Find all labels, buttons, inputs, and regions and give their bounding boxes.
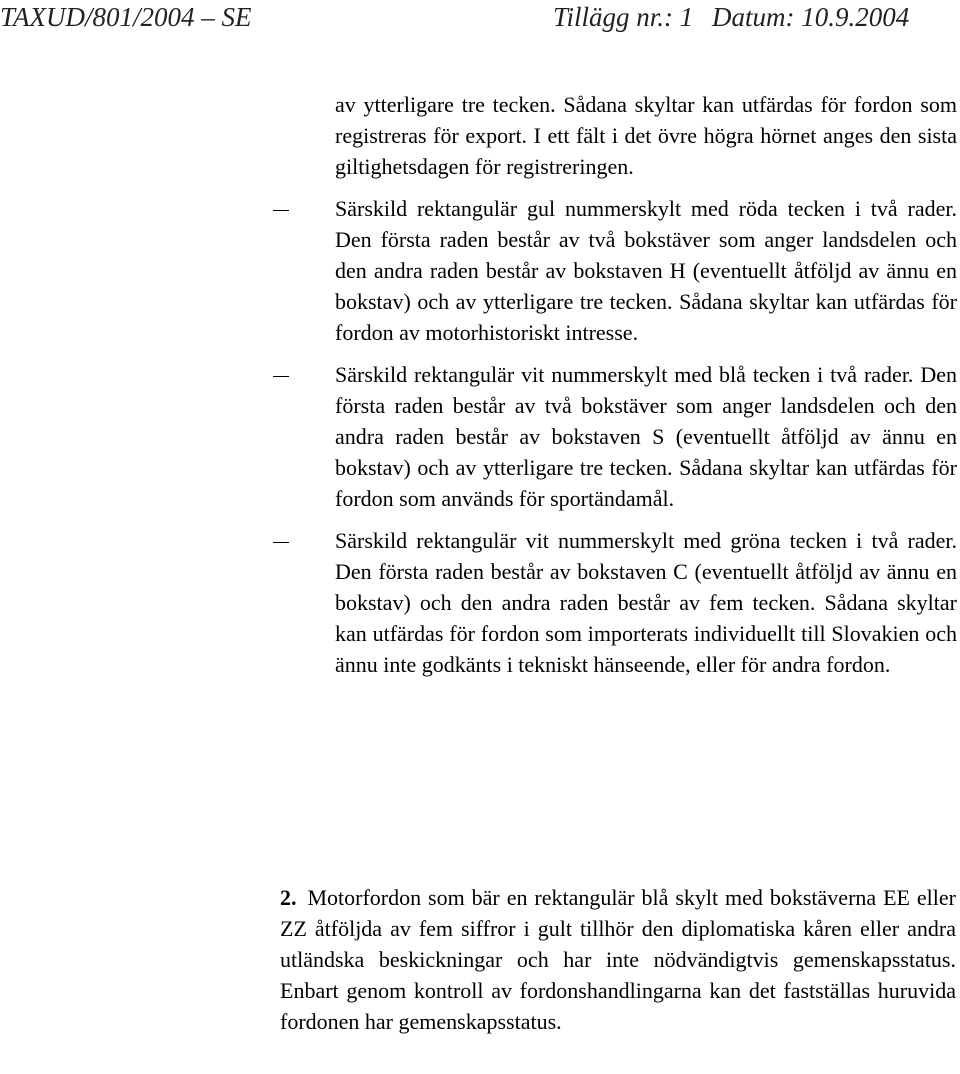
document-date: Datum: 10.9.2004 — [712, 2, 910, 32]
bullet-text: Särskild rektangulär vit nummerskylt med gröna tecken i två rader. Den första raden består av bokstaven C (eventuellt åtföljd av ännu en bokstav) och den andra raden består av fem tecken. Sådana skyltar kan utfärdas för fordon som importerats individuellt till Slovakien och ännu inte godkänts i tekniskt hänseende, eller för andra fordon. — [335, 528, 957, 677]
bullet-section — [335, 89, 957, 680]
page-header — [0, 2, 960, 36]
bullet-text: Särskild rektangulär vit nummerskylt med blå tecken i två rader. Den första raden består av två bokstäver som anger landsdelen och den andra raden består av bokstaven S (eventuellt åtföljd av ännu en bokstav) och av ytterligare tre tecken. Sådana skyltar kan utfärdas för fordon som används för sportändamål. — [335, 362, 957, 511]
bullet-item — [335, 359, 957, 514]
intro-paragraph: av ytterligare tre tecken. Sådana skyltar kan utfärdas för fordon som registreras för export. I ett fält i det övre högra hörnet anges den sista giltighetsdagen för registreringen. — [335, 92, 957, 179]
bullet-item — [335, 525, 957, 680]
supplement-number: Tillägg nr.: 1 — [553, 2, 694, 32]
bullet-text: Särskild rektangulär gul nummerskylt med röda tecken i två rader. Den första raden består av två bokstäver som anger landsdelen och den andra raden består av bokstaven H (eventuellt åtföljd av ännu en bokstav) och av ytterligare tre tecken. Sådana skyltar kan utfärdas för fordon av motorhistoriskt intresse. — [335, 196, 957, 345]
numbered-section — [280, 882, 956, 1037]
document-reference: TAXUD/801/2004 – SE — [0, 2, 252, 32]
section-2-text: Motorfordon som bär en rektangulär blå skylt med bokstäverna EE eller ZZ åtföljda av fem siffror i gult tillhör den diplomatiska kåren eller andra utländska beskickningar och har inte nödvändigtvis gemenskapsstatus. Enbart genom kontroll av fordonshandlingarna kan det fastställas huruvida fordonen har gemenskapsstatus. — [280, 885, 957, 1034]
section-2-paragraph — [280, 882, 956, 1037]
section-number: 2. — [280, 885, 297, 910]
bullet-item — [335, 193, 957, 348]
